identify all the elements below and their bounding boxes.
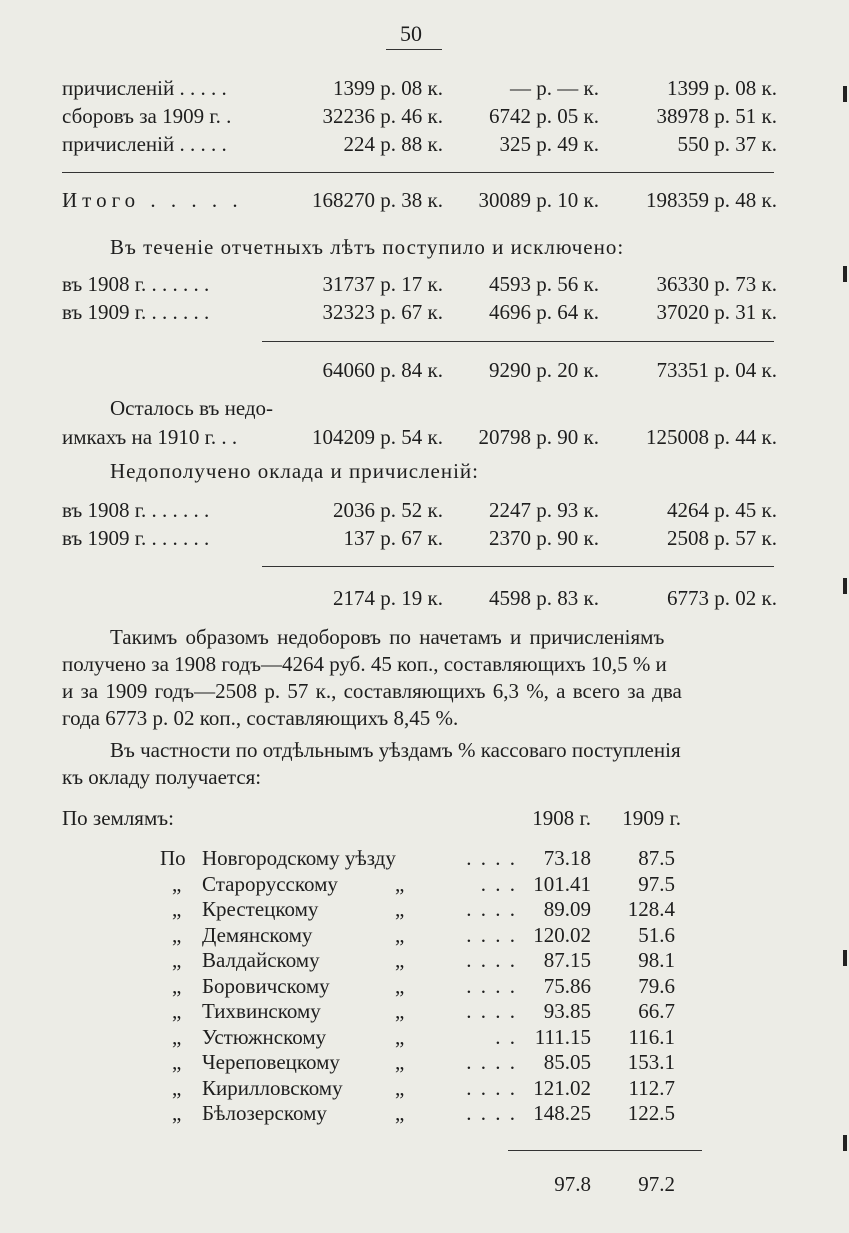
total-1908: 97.8 [554, 1172, 591, 1196]
divider [262, 341, 774, 342]
divider [262, 566, 774, 567]
row-value-c3: 550 р. 37 к. [677, 132, 777, 156]
binding-mark [843, 950, 847, 966]
row-label: въ 1908 г. . . . . . . [62, 272, 210, 296]
paragraph-line: Въ частности по отдѣльнымъ уѣздамъ % кассоваго поступленія [110, 738, 681, 762]
column-header-1909: 1909 г. [622, 806, 681, 830]
district-prefix: „ [172, 974, 182, 998]
district-value-1908: 87.15 [543, 948, 591, 972]
row-label: сборовъ за 1909 г. . [62, 104, 232, 128]
district-name: Новгородскому уѣзду [202, 846, 396, 870]
paragraph-line: Такимъ образомъ недоборовъ по начетамъ и причисленіямъ [110, 625, 665, 649]
district-name: Крестецкому [202, 897, 319, 921]
binding-mark [843, 86, 847, 102]
row-value-c2: 2247 р. 93 к. [489, 498, 599, 522]
district-value-1908: 73.18 [543, 846, 591, 870]
row-value-c1: 2036 р. 52 к. [333, 498, 443, 522]
total-c1: 2174 р. 19 к. [333, 586, 443, 610]
district-ditto: „ [395, 923, 405, 947]
district-value-1908: 148.25 [533, 1101, 591, 1125]
row-value-c3: 4264 р. 45 к. [667, 498, 777, 522]
district-dots: . . . . [466, 1050, 517, 1074]
row-label: причисленій . . . . . [62, 132, 227, 156]
total-c1: 64060 р. 84 к. [322, 358, 443, 382]
district-prefix: „ [172, 923, 182, 947]
row-value-c1: 31737 р. 17 к. [322, 272, 443, 296]
district-value-1908: 111.15 [534, 1025, 591, 1049]
district-value-1909: 122.5 [627, 1101, 675, 1125]
district-value-1909: 51.6 [638, 923, 675, 947]
district-value-1909: 87.5 [638, 846, 675, 870]
binding-mark [843, 578, 847, 594]
district-value-1908: 89.09 [543, 897, 591, 921]
row-value-c1: 32236 р. 46 к. [322, 104, 443, 128]
district-ditto: „ [395, 897, 405, 921]
district-dots: . . . . [466, 897, 517, 921]
district-prefix: „ [172, 1025, 182, 1049]
district-value-1908: 75.86 [543, 974, 591, 998]
remaining-c1: 104209 р. 54 к. [312, 425, 443, 449]
row-value-c2: 2370 р. 90 к. [489, 526, 599, 550]
row-value-c2: — р. — к. [510, 76, 599, 100]
district-dots: . . . . [466, 1076, 517, 1100]
district-value-1908: 93.85 [543, 999, 591, 1023]
district-value-1908: 120.02 [533, 923, 591, 947]
remaining-c3: 125008 р. 44 к. [646, 425, 777, 449]
district-name: Бѣлозерскому [202, 1101, 327, 1125]
paragraph-line: къ окладу получается: [62, 765, 262, 789]
row-value-c1: 137 р. 67 к. [343, 526, 443, 550]
paragraph-line: и за 1909 годъ—2508 р. 57 к., составляющихъ 6,3 %, а всего за два [62, 679, 682, 703]
itogo-label: Итого . . . . . [62, 188, 243, 212]
district-name: Тихвинскому [202, 999, 321, 1023]
row-value-c3: 36330 р. 73 к. [656, 272, 777, 296]
table-title: По землямъ: [62, 806, 174, 830]
district-prefix: „ [172, 1101, 182, 1125]
binding-mark [843, 266, 847, 282]
district-prefix: „ [172, 1076, 182, 1100]
row-value-c1: 32323 р. 67 к. [322, 300, 443, 324]
district-name: Валдайскому [202, 948, 320, 972]
district-name: Кирилловскому [202, 1076, 343, 1100]
heading-received: Въ теченіе отчетныхъ лѣтъ поступило и исключено: [110, 235, 625, 259]
district-dots: . . . [480, 872, 517, 896]
district-ditto: „ [395, 948, 405, 972]
row-value-c2: 4696 р. 64 к. [489, 300, 599, 324]
district-dots: . . . . [466, 923, 517, 947]
binding-mark [843, 1135, 847, 1151]
district-name: Устюжнскому [202, 1025, 327, 1049]
heading-shortfall: Недополучено оклада и причисленій: [110, 459, 479, 483]
district-name: Боровичскому [202, 974, 330, 998]
remaining-label-line2: имкахъ на 1910 г. . . [62, 425, 238, 449]
district-ditto: „ [395, 974, 405, 998]
district-name: Демянскому [202, 923, 313, 947]
district-prefix: „ [172, 948, 182, 972]
district-ditto: „ [395, 1101, 405, 1125]
district-ditto: „ [395, 1050, 405, 1074]
total-c2: 4598 р. 83 к. [489, 586, 599, 610]
district-ditto: „ [395, 1025, 405, 1049]
district-value-1909: 153.1 [627, 1050, 675, 1074]
district-dots: . . . . [466, 974, 517, 998]
district-ditto: „ [395, 999, 405, 1023]
paragraph-line: года 6773 р. 02 коп., составляющихъ 8,45 %. [62, 706, 459, 730]
district-value-1909: 97.5 [638, 872, 675, 896]
district-ditto: „ [395, 872, 405, 896]
row-label: въ 1908 г. . . . . . . [62, 498, 210, 522]
page-number-underline [386, 49, 442, 50]
itogo-c2: 30089 р. 10 к. [478, 188, 599, 212]
district-prefix: „ [172, 1050, 182, 1074]
district-value-1909: 112.7 [628, 1076, 675, 1100]
row-value-c2: 6742 р. 05 к. [489, 104, 599, 128]
remaining-c2: 20798 р. 90 к. [478, 425, 599, 449]
district-value-1908: 121.02 [533, 1076, 591, 1100]
row-value-c3: 37020 р. 31 к. [656, 300, 777, 324]
row-value-c1: 224 р. 88 к. [343, 132, 443, 156]
row-value-c1: 1399 р. 08 к. [333, 76, 443, 100]
row-value-c3: 2508 р. 57 к. [667, 526, 777, 550]
itogo-c3: 198359 р. 48 к. [646, 188, 777, 212]
district-value-1908: 85.05 [543, 1050, 591, 1074]
district-prefix: „ [172, 897, 182, 921]
district-dots: . . . . [466, 999, 517, 1023]
divider [508, 1150, 702, 1151]
district-ditto: „ [395, 1076, 405, 1100]
district-dots: . . . . [466, 1101, 517, 1125]
district-value-1908: 101.41 [533, 872, 591, 896]
district-prefix: „ [172, 872, 182, 896]
district-value-1909: 66.7 [638, 999, 675, 1023]
district-dots: . . . . [466, 846, 517, 870]
divider [62, 172, 774, 173]
total-c3: 6773 р. 02 к. [667, 586, 777, 610]
row-label: въ 1909 г. . . . . . . [62, 526, 210, 550]
row-value-c3: 38978 р. 51 к. [656, 104, 777, 128]
paragraph-line: получено за 1908 годъ—4264 руб. 45 коп., составляющихъ 10,5 % и [62, 652, 667, 676]
row-value-c2: 325 р. 49 к. [499, 132, 599, 156]
row-label: въ 1909 г. . . . . . . [62, 300, 210, 324]
district-value-1909: 79.6 [638, 974, 675, 998]
district-name: Старорусскому [202, 872, 338, 896]
district-prefix: По [160, 846, 186, 870]
district-name: Череповецкому [202, 1050, 340, 1074]
district-value-1909: 128.4 [627, 897, 675, 921]
total-1909: 97.2 [638, 1172, 675, 1196]
district-dots: . . [495, 1025, 517, 1049]
column-header-1908: 1908 г. [532, 806, 591, 830]
district-value-1909: 116.1 [628, 1025, 675, 1049]
remaining-label-line1: Осталось въ недо- [110, 396, 274, 420]
district-dots: . . . . [466, 948, 517, 972]
total-c3: 73351 р. 04 к. [656, 358, 777, 382]
district-prefix: „ [172, 999, 182, 1023]
itogo-c1: 168270 р. 38 к. [312, 188, 443, 212]
row-value-c3: 1399 р. 08 к. [667, 76, 777, 100]
row-label: причисленій . . . . . [62, 76, 227, 100]
row-value-c2: 4593 р. 56 к. [489, 272, 599, 296]
district-value-1909: 98.1 [638, 948, 675, 972]
total-c2: 9290 р. 20 к. [489, 358, 599, 382]
page-number: 50 [400, 21, 422, 46]
